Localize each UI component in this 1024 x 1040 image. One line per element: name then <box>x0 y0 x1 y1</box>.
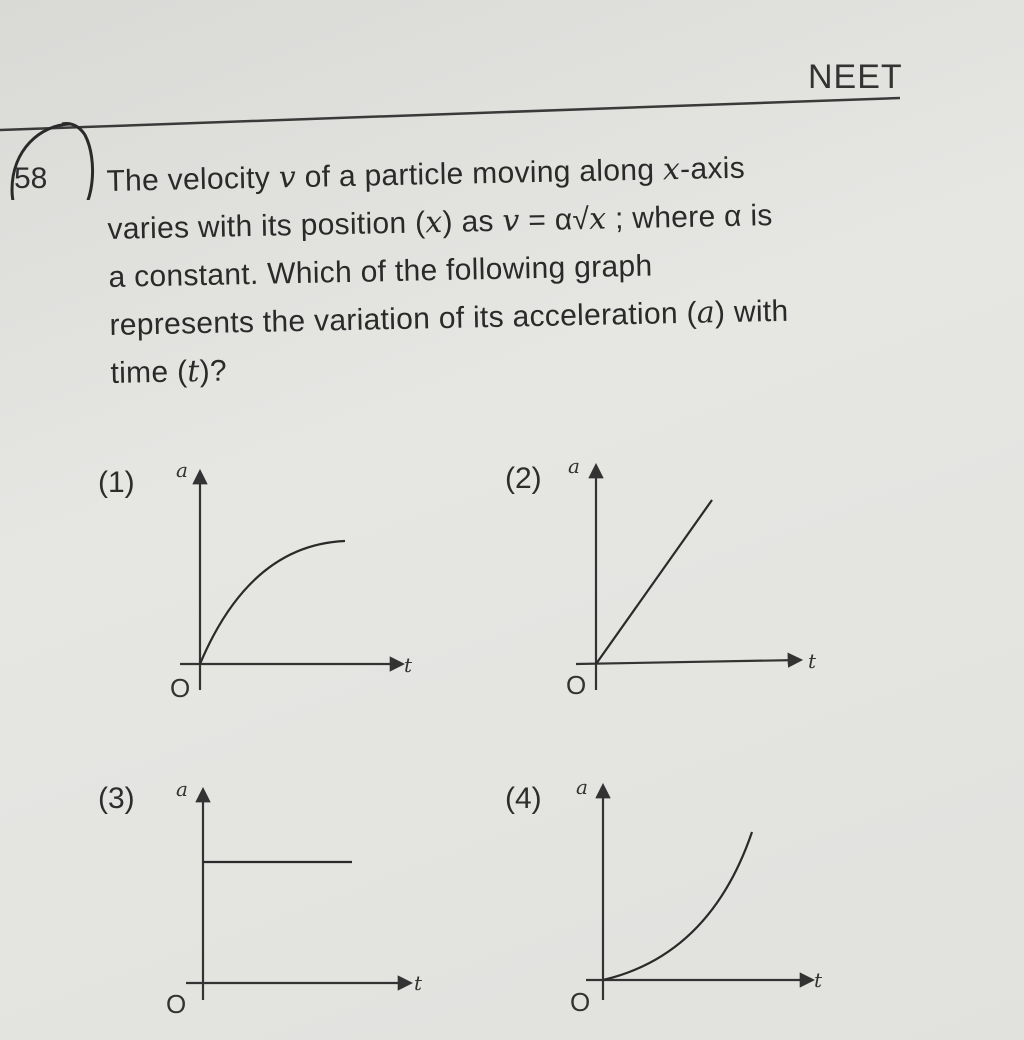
question-number: 58 <box>14 162 48 195</box>
option-4-label[interactable]: (4) <box>505 782 542 815</box>
origin-label: O <box>570 987 591 1017</box>
var-v: v <box>278 160 297 196</box>
var-a: a <box>696 295 716 331</box>
curve-concave <box>200 541 345 664</box>
text-segment: represents the variation of its acceleration ( <box>109 296 698 342</box>
var-x: x <box>424 204 443 241</box>
x-axis-label: t <box>808 649 817 673</box>
option-4-graph[interactable] <box>570 775 823 1017</box>
text-segment: time ( <box>110 355 188 390</box>
var-v: v <box>502 203 521 239</box>
var-x: x <box>662 151 681 188</box>
option-2-graph[interactable] <box>566 454 817 700</box>
x-axis-label: t <box>814 968 823 992</box>
var-x: x <box>588 201 607 237</box>
option-3-graph[interactable] <box>166 777 423 1019</box>
equation-segment: = α√ <box>519 202 590 238</box>
text-segment: ) as <box>442 204 503 239</box>
x-axis <box>576 660 800 664</box>
text-segment: ) with <box>714 294 789 330</box>
text-segment: )? <box>199 354 228 389</box>
text-segment: ; where α is <box>606 199 773 236</box>
text-segment: varies with its position ( <box>107 206 426 246</box>
y-axis-label: a <box>176 458 188 482</box>
x-axis-label: t <box>414 971 423 995</box>
y-axis-label: a <box>576 775 588 799</box>
option-3-label[interactable]: (3) <box>98 782 135 815</box>
origin-label: O <box>170 673 191 703</box>
var-t: t <box>186 354 201 390</box>
text-segment: a constant. Which of the following graph <box>108 249 653 294</box>
origin-label: O <box>566 670 587 700</box>
text-segment: -axis <box>679 151 746 186</box>
option-2-label[interactable]: (2) <box>505 462 542 495</box>
x-axis-label: t <box>404 653 413 677</box>
option-1-graph[interactable] <box>170 458 413 703</box>
y-axis-label: a <box>176 777 188 801</box>
text-segment: of a particle moving along <box>295 153 664 195</box>
header-tag: NEET <box>808 58 903 96</box>
line-increasing <box>596 500 712 664</box>
option-1-label[interactable]: (1) <box>98 466 135 499</box>
text-segment: The velocity <box>106 161 280 198</box>
curve-convex <box>603 832 752 980</box>
y-axis-label: a <box>568 454 580 478</box>
origin-label: O <box>166 989 187 1019</box>
